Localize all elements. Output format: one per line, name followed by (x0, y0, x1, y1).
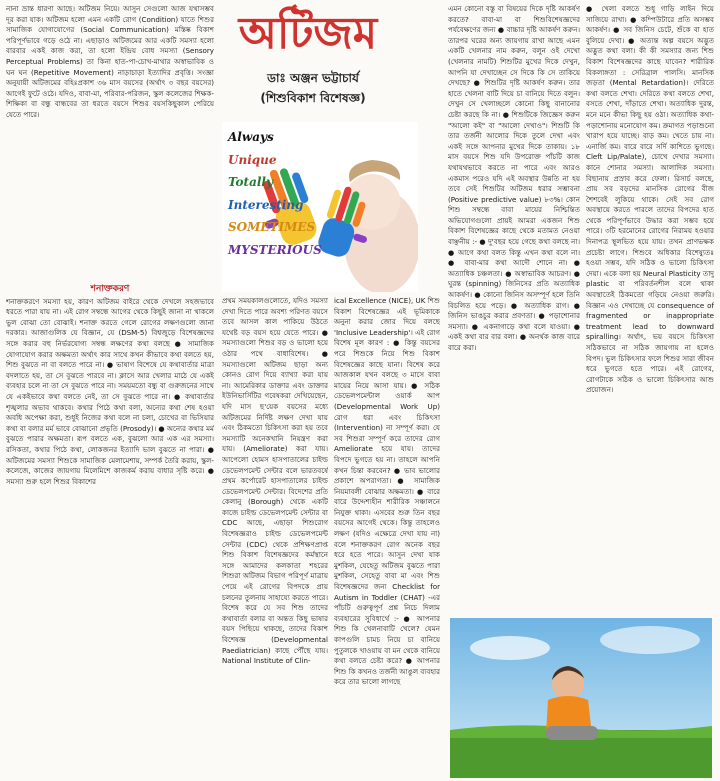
section-heading: শনাক্তকরণ (90, 284, 130, 294)
child-sitting-image (450, 618, 712, 778)
acrostic-line: Totally (228, 175, 273, 189)
column-2 (222, 296, 328, 778)
acrostic-line: Interesting (228, 197, 304, 212)
author-name: ডাঃ অঞ্জন ভট্টাচার্য (267, 71, 359, 85)
author-role: (শিশুবিকাশ বিশেষজ্ঞ) (260, 91, 366, 105)
paragraph: ical Excellence (NICE), UK শিশু বিকাশ বিশেষজ্ঞের এই ভূমিকাকে অনুনা করার জোর দিয়ে বলছে 'Inclusive Leadership'। এই রোগ বিশেষ মূল কারণ : ● কিন্তু বয়সের পরে শিশুকে নিয়ে শিশু বিকাশ বিশেষজ্ঞের কাছে যানা। বিশেষ করে আজকাল যখন বলছে ৩ মাসে বাবা মায়ের নিয়ে আসা যায়। ● সঠিক ডেভেলপমেন্টাল ওয়ার্ক আপ (Developmental Work Up) রোগ ধরা এবং চিকিৎসা (Intervention) না সম্পূর্ণ করা। যে সব শিশুরা সম্পূর্ণ করে তাদের রোগ Ameliorate হয়ে যায়। তাদের বিপদে ভুগতে হয় না। তাহলে আপনি কখন চিন্তা করবেন? ● ভাব ভালোর প্রকাশে অপরাগতা। ● সামাজিক নিয়মাবলী বোঝার অক্ষমতা। ● বারে বারে উদ্দেশ্যহীন শারীরিক সঞ্চালনে নিযুক্ত থাকা। এসবের শুরু তিন বছর বয়সের আগেই থেকে। কিন্তু তাহলেও লক্ষণ (যদিও এক্ষেত্রে দেখা যায় না) বলে শনাক্তকরণ রোগ অনেক বছর ধরে হতে পারে। আসুন দেখা যাক মুশকিল, যেহেতু অটিজম বুঝতে পারা মুশকিল, সেহেতু বাবা মা এবং শিশু বিশেষজ্ঞদের জন্য Checklist for Autism in Toddler (CHAT) -এর পাঁচটি গুরুত্বপূর্ণ প্রশ্ন নিচে দিলাম ব্যবহারের সুবিধার্থে :- ● আপনার শিশু কি খেলনাবাটি খেলে? যেমন কাপগুলি চামচ নিয়ে চা বানিয়ে পুতুলকে খাওয়ায় বা মন থেকে বানিয়ে কথা বলতে চেষ্টা করে? ● আপনার শিশু কি কখনও তর্জনী আঙুল ব্যবহার করে তার ভালো লাগছে (334, 296, 440, 687)
column-5 (586, 4, 714, 614)
paragraph: ● খেলা বলতে শুধু গাড়ি লাইন দিয়ে সাজিয়ে রাখা। ● কম্পিউটারে প্রতি অসম্ভব আকর্ষণ। ● সব জিনিস চেটে, শুঁকে বা হাত বুলিয়ে দেখা। ● অত্যন্ত অল্প বয়সে অদ্ভুত অদ্ভুত কথা বলা। কী কী সমস্যার জন্য শিশু বিকাশ বিশেষজ্ঞদের কাছে যাবেন? শারীরিক বিকলাঙ্গতা : সেরিব্রাল পালসি। মানসিক জড়তা (Mental Retardation)। দেরিতে কথা বলতে শেখা। দেরিতে কথা বলতে শেখা, বসতে শেখা, দাঁড়াতে শেখা। অত্যাধিক দুরন্ত, মনে মনে কীভা কিছু হয় ওঠা। অত্যাধিক কথা-পড়াশোনায় মনোযোগ কম। ক্রমাগত পড়াশুনো খারাপ হয়ে যাচ্ছে। বাড় কম। খেতে চায় না। এনার্জি কম। বারে বারে সর্দি কাশিতে ভুগছে। Cleft Lip/Palate), চোখে দেখার সমস্যা। কানে শোনার সমস্যা। আলাদিক সমস্যা। বিছানায় প্রস্রাব করে ফেলা। রিসার্চ বলছে, প্রায় সব বড়দের মানসিক রোগের বীজ শৈশবেই লুকিয়ে থাকে। সেই সব রোগ অবস্থায়ে করতে পারলে তাদের বিপদের হাত থেকে পরিপূর্ণভাবে উদ্ধার করা সম্ভব হয়ে পারে। ৩টি হরমোনের রোগের নিরাময় হওয়ার দিনাপত্র স্থূলভিত হয়ে যায়। তখন প্রাণভক্ষক প্রচেষ্টা লাগে। শিশুবে অধিকার বিশেষ্যুতঃ হওয়া সম্ভব, যদি সঠিক ও ভালো চিকিৎসা দেয়া। একে বলা হয় Neural Plasticity তাদু plastic বা পরিবর্তনশীল বলে থাকা অবস্থাতেই ঠিকমতো গড়িয়ে নেওয়া জরুরি। বিজ্ঞান এও দেখাচ্ছে যে consequence of fragmented or inappropriate treatment lead to downward spiralling। অর্থাৎ, ভয় বয়সে চিকিৎসা সঠিকভাবে না সঠিক জায়গায় না হলেও বিপদ। ভুল চিকিৎসার ফলে শিশুর সারা জীবন ধরে ভুগতে হতে পারে। এই রোগের, রোগটাকে সঠিক ও ভালো চিকিৎসার আশু প্রয়োজন। (586, 4, 714, 395)
acrostic-line: SOMETIMES (228, 220, 316, 234)
autism-acrostic (228, 126, 322, 261)
article-title: অটিজম (238, 8, 378, 59)
column-1-top (6, 4, 214, 280)
hero-illustration (222, 122, 418, 292)
column-4 (448, 4, 580, 614)
column-3 (334, 296, 440, 778)
acrostic-line: Always (228, 130, 274, 144)
paragraph: নানা ভ্রান্ত ধারণা আছে। অটিজম নিয়ে। আসুন সেগুলো আজ যথাসম্ভব দূর করা যাক। অটিজম হলো এমন একটি রোগ (Condition) যাতে শিশুর সামাজিক যোগাযোগের (Social Communication) মস্তিষ্ক বিকাশ পরিপূর্ণভাবে গড়ে ওঠে না। এছাড়াও অটিজমের আর একটি সমস্যা হলো বারবার একই কাজ করা, তা হলো ইন্দ্রিয় বোধ সমস্যা (Sensory Perceptual Problems) তা কিনা হাত-পা-চোখ-মাথার অস্বাভাবিক ও ঘন ঘন (Repetitive Movement) নাড়াচাড়া ইত্যাদির প্রবৃত্তি। সংজ্ঞা অনুযায়ী অটিজমের বহিঃপ্রকাশ ৩৬ মাস বয়সের (অর্থাৎ ৩ বছর বয়সের) আগেই ফুটে ওঠে। যদিও, বাবা-মা, পরিবার-পরিজন, স্কুল কলেজের শিক্ষক-শিক্ষিকা বা বন্ধু বান্ধবের তা ধরতে বয়সে শিশুর বয়সকিছুকাল পেরিয়ে যেতে পারে। (6, 4, 214, 119)
child-on-grass-photo (450, 618, 712, 778)
acrostic-line: Unique (228, 152, 277, 167)
paragraph: প্রথম সময়কালগুলোতে, যদিও সমস্যা দেখা দিতে পারে অবশ্য পরিণত বয়সে তবে আসল কাল পাকিয়ে উঠতে যথেষ্ট বড় বয়স হয়ে যেতে পারে। ● সমস্যাগুলো শিশুর বড় ও ভালো হয়ে ওঠার পথে বাধাবিশেষ। ● সমস্যাগুলো অটিজম ছাড়া অন্য কোনও রোগ দিয়ে ব্যাখ্যা করা যায় না। আমেরিকার ডাক্তার এবং ডাক্তার ইউনিভার্সিটির গবেষকরা দেখিয়েছেন, যদি মাস ছ'য়েক বয়সের মধ্যে অটিজমের নির্দিষ্ট লক্ষণ দেখা যায় এবং ঠিকমতো চিকিৎসা করা হয় তবে সমস্যাটি অনেকখানি নিয়ন্ত্রণ করা যায়। (Ameliorate) করা যায়। আপেলো হোমস হাসপাতালের চাইল্ড ডেভেলপমেন্ট সেন্টার বলে ভারতবর্ষে প্রথম কর্পোরেট হাসপাতালের চাইল্ড ডেভেলপমেন্ট সেন্টার। বিদেশের প্রতি কেলানু (Borough) থেকে একটি কাজে চাইল্ড ডেভেলপমেন্ট সেন্টার বা CDC আছে, এছাড়া শিশুরোগ বিশেষজ্ঞরাও চাইল্ড ডেভেলপমেন্ট সেন্টার (CDC) থেকে প্রশিক্ষণপ্রাপ্ত শিশু বিকাশ বিশেষজ্ঞদের কর্মস্থানে সঙ্গে আমাদের কলকাতা শহরের শিশুরা অটিজম বিভাগ পরিপূর্ণ মাত্রায় পেয়ে এই রোগের বিপদকে প্রায় চলনের তুলনায় সাহায্যে করতে পারে। বিশেষ করে যে সব শিশু তাদের কথাবার্তা বলার বা অন্তত কিছু ভাষার বয়স পিছিয়ে থাকছে, তাদের বিকাশ বিশেষজ্ঞ (Developmental Paediatrician) কাছে পৌঁছে যায়। National Institute of Clin- (222, 296, 328, 666)
paragraph: শনাক্তকরণে সমস্যা হয়, কারণ অটিজম বাইরে থেকে দেখলে সহজভাবে ধরতে পারা যায় না। এই রোগ সম্বন্ধে আগের থেকে কিছুই জানা না থাকলে ভুল বোঝা তো বোঝাই। শনাক্ত করতে গেলে রোগের লক্ষণগুলো জানা দরকার। আজাগুলিক যে বিজ্ঞান, যে (DSM-5) বিশ্বজুড়ে বিশেষজ্ঞদের সঙ্গে করার বহু নির্ভরযোগ্য সম্বন্ধ লক্ষণের কথা বলছে ● সামাজিক যোগাযোগ করার অক্ষমতা অর্থাৎ কার সাথে কখন কীভাবে কথা বলতে হয়, শিশু বুঝতে না বা বলতে পারে না। ● ভাষাগ বিশেষে যে কথাবার্তার মাত্রা বদলাতে হয়, তা সে বুঝতে পারবে না। ক্লাসে আর খেলার মাঠে যে একই ব্যবহার চলে না তা সে বুঝতে পারে না। সময়মতো বন্ধু বা গুরুজনের সাথে যে একইভাবে কথা বলতে নেই, তা সে বুঝতে পারে না। ● কথাবার্তার শৃঙ্খলার অভাব থাকবে। কথার পিঠে কথা বলা, অন্যের কথা শেষ হওয়া অবধি অপেক্ষা করা, শুধুই নিজের কথা বলে না চলা, চোখের বা ভিসিয়ার কথা বা বলার মর্ম ভাবে বোঝানো প্রভৃতি (Prosody)। ● অন্যের কথার মর্ম বুঝতে পারার অক্ষমতা। রূপ বলতে এক, বুঝলো আর এক এর সমস্যা। রসিকতা, কথার পিঠে কথা, লোকজনর ইত্যাদি ভাল বুঝতে না পারা। ● অটিজমের সমস্যা শিশুকে সামাজিক মেলামেশায়, সম্পর্ক তৈরি করায়, স্কুল-কলেজে, কাজের জায়গায় মিলেমিশে কাজকর্ম করায় বাধার সৃষ্টি করে। ● সমস্যা শুরু হলে শিশুর বিকাশের (6, 296, 214, 486)
acrostic-line: MYSTERIOUS (228, 242, 322, 257)
paragraph: এমন কোনো বস্তু বা বিষয়ের দিকে দৃষ্টি আকর্ষণ করতে? বাবা-মা বা শিশুবিশেষজ্ঞদের পর্যবেক্ষণের জন্য ● বাচ্চার দৃষ্টি আকর্ষণ করুন। তারপর ঘরের অন্য জায়গায় রাখা আছে এমন একটি খেলনার নাম করুন, বলুন ওই দেখো (খেলনার নামটি) শিশুটির মুখের দিকে দেখুন, আপনি যা দেখাচ্ছেন সে দিকে কি সে তাকিয়ে দেখছে? ● শিশুটির দৃষ্টি আকর্ষণ করুন। তার হাতে খেলনা বাটি দিয়ে চা বানিয়ে দিতে বলুন। দেখুন সে খেলাচ্ছলে কোনো কিছু বানানোর চেষ্টা করছে কি না। ● শিশুটিকে জিজ্ঞেস করুন "আলো কই" বা "আলো দেখাও"। শিশুটি কি তার তর্জনী আলোর দিকে তুলে দেখা এবং একই সঙ্গে আপনার মুখের দিকে তাকায়। ১৮ মাস বয়সে শিশু যদি উপরোক্ত পাঁচটি কাজ যথাযথভাবে করতে না পারে এবং আরও একমাস পরেও যদি এই অবস্থার উন্নতি না হয় তবে সেই শিশুটির অটিজম ধরার সম্ভাবনা (Positive predictive value) ৮৩%। কোন শিশু সম্বন্ধে বাবা মায়ের নিশ্চিন্তিত অভিযোগগুলো প্রায়ই আমরা একজন শিশু বিকাশ বিশেষজ্ঞের কাছে থেকে মতামত নেওয়া বাঞ্ছনীয় :- ● দু'বছর হয়ে গেছে কথা বলছে না। ● আগে কথা বলত কিন্তু এখন কথা বলে না। ● বাবা-মার কথা আদৌ শোনে না। ● অত্যাধিক চঞ্চলতা। ● অস্বাভাবিক আচরণ। ● ঘুরন্ত (spinning) জিনিসের প্রতি অত্যাধিক আকর্ষণ। ● কোনো জিনিস অসম্পূর্ণ হলে তিনি বিচলিত হয়ে পড়ে। ● অত্যাধিক রাগ। ● জিনিস ভাঙচুর করার প্রবণতা। ● পড়াশোনার সমস্যা। ● একনাগাড়ে কথা বলে যাওয়া। ● একই কথা বার বার বলা। ● অনর্থক কাজ বারে বারে করা। (448, 4, 580, 352)
column-1-bottom (6, 282, 214, 778)
